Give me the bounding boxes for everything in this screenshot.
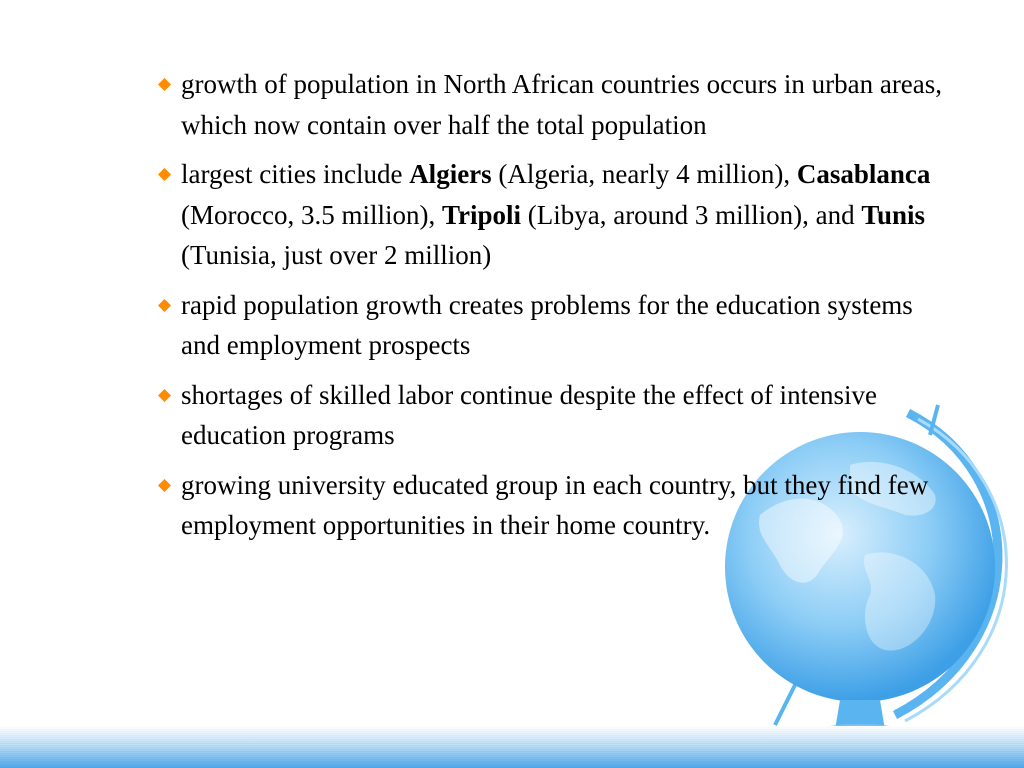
bullet-item <box>158 64 958 145</box>
bottom-decorative-band <box>0 726 1024 768</box>
bullet-list <box>158 64 958 546</box>
bullet-text: rapid population growth creates problems for the education systems and employment prospects <box>181 289 913 360</box>
diamond-bullet-icon <box>158 299 171 312</box>
diamond-bullet-icon <box>158 389 171 402</box>
bullet-text: (Algeria, nearly 4 million), <box>491 159 797 189</box>
city-name: Tunis <box>861 199 925 230</box>
bullet-item <box>158 285 958 366</box>
bullet-item <box>158 465 958 546</box>
diamond-bullet-icon <box>158 168 171 181</box>
city-name: Casablanca <box>796 159 931 189</box>
bullet-text: (Morocco, 3.5 million), <box>181 199 442 230</box>
city-name: Tripoli <box>441 199 521 230</box>
bullet-item <box>158 154 958 276</box>
diamond-bullet-icon <box>158 479 171 492</box>
city-name: Algiers <box>409 159 492 189</box>
diamond-bullet-icon <box>158 78 171 91</box>
bullet-text: shortages of skilled labor continue despite the effect of intensive education programs <box>181 379 878 450</box>
bullet-text: largest cities include <box>181 159 410 189</box>
slide-content <box>158 64 958 555</box>
bullet-item <box>158 375 958 456</box>
bullet-text: growing university educated group in each country, but they find few employment opportunities in their home country. <box>181 469 929 540</box>
bullet-text: (Tunisia, just over 2 million) <box>181 240 492 270</box>
bullet-text: (Libya, around 3 million), and <box>520 199 862 230</box>
bullet-text: growth of population in North African countries occurs in urban areas, which now contain over half the total population <box>181 69 943 140</box>
